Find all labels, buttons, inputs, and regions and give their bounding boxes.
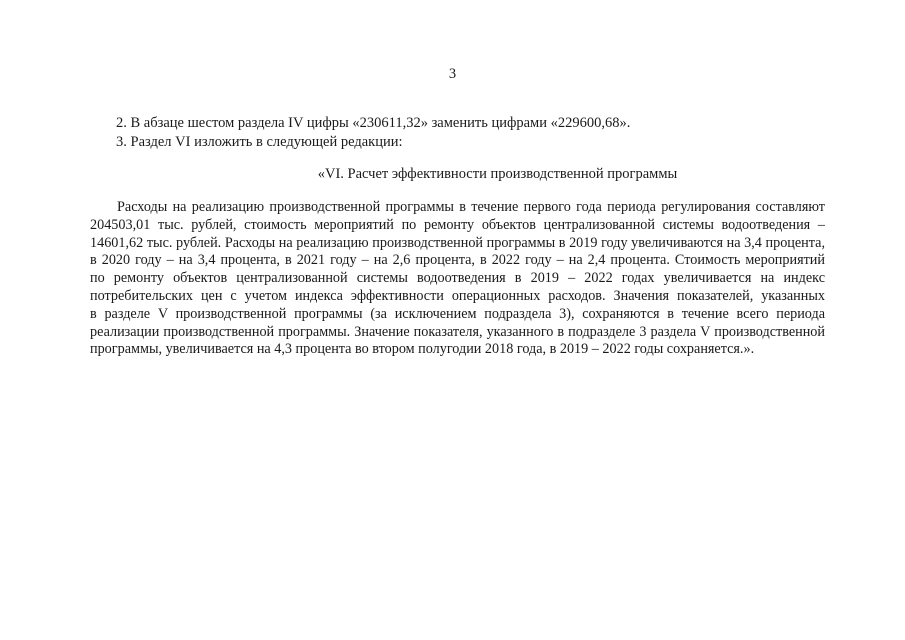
paragraph-line: программы, увеличивается на 4,3 процента во втором полугодии 2018 года, в 2019 – 2022 годы сохраняется.».	[90, 341, 755, 358]
amendment-item-3: 3. Раздел VI изложить в следующей редакции:	[116, 134, 403, 150]
section-heading: «VI. Расчет эффективности производственной программы	[317, 166, 678, 182]
paragraph-line: в 2020 году – на 3,4 процента, в 2021 году – на 2,6 процента, в 2022 году – на 2,4 процента. Стоимость мероприятий	[90, 252, 825, 269]
page-number: 3	[448, 66, 457, 82]
paragraph-line: по ремонту объектов централизованной системы водоотведения в 2019 – 2022 годах увеличивается на индекс	[90, 270, 825, 287]
amendment-item-2: 2. В абзаце шестом раздела IV цифры «230611,32» заменить цифрами «229600,68».	[116, 115, 631, 131]
body-paragraph	[90, 199, 825, 359]
paragraph-line: Расходы на реализацию производственной программы в течение первого года периода регулирования составляют	[117, 199, 825, 215]
paragraph-line: в разделе V производственной программы (за исключением подраздела 3), сохраняются в течение всего периода	[90, 305, 825, 322]
paragraph-line: 14601,62 тыс. рублей. Расходы на реализацию производственной программы в 2019 году увеличиваются на 3,4 процента,	[90, 234, 825, 251]
paragraph-line: 204503,01 тыс. рублей, стоимость мероприятий по ремонту объектов централизованной системы водоотведения –	[90, 216, 825, 233]
paragraph-line: потребительских цен с учетом индекса эффективности операционных расходов. Значения показателей, указанных	[90, 287, 825, 304]
paragraph-line: реализации производственной программы. Значение показателя, указанного в подразделе 3 раздела V производственной	[90, 323, 825, 340]
